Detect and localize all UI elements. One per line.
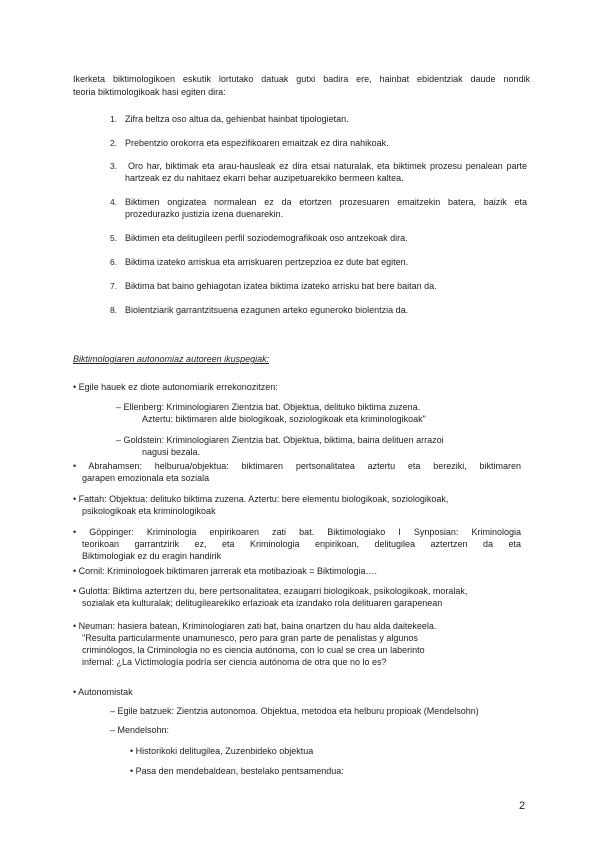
list-item: Biktima bat baino gehiagotan izatea biktima izateko arrisku bat bere baitan da. [125, 281, 437, 291]
sub-item-egile-batzuek: – Egile batzuek: Zientzia autonomoa. Objektua, metodoa eta helburu propioak (Mendelsohn) [110, 706, 479, 716]
list-item: Oro har, biktimak eta arau-hausleak ez dira etsai naturalak, eta biktimek prozesu penalean parte [128, 161, 527, 171]
bullet-continuation: Biktimologiak ez du eragin handirik [82, 551, 222, 561]
bullet-item-abrahamsen: • Abrahamsen: helburua/objektua: biktimaren pertsonalitatea aztertu eta bereziki, biktimaren [73, 461, 521, 471]
sub-item-goldstein: – Goldstein: Kriminologiaren Zientzia bat. Objektua, biktima, baina delituen arrazoi [116, 435, 444, 445]
sub-sub-item: • Pasa den mendebaldean, bestelako pentsamendua: [130, 766, 344, 776]
list-number: 2. [110, 138, 118, 148]
bullet-continuation: infernal: ¿La Victimología podría ser ciencia autónoma de otra que no lo es? [82, 657, 387, 667]
intro-line-2: teoria biktimologikoak hasi egiten dira: [73, 87, 226, 97]
list-number: 4. [110, 197, 118, 207]
sub-item-mendelsohn: – Mendelsohn: [110, 725, 170, 735]
list-item: Zifra beltza oso altua da, gehienbat hainbat tipologietan. [125, 114, 349, 124]
sub-item-continuation: Aztertu: biktimaren alde biologikoak, soziologikoak eta kriminologikoak" [142, 414, 426, 424]
bullet-continuation: sozialak eta kulturalak; delitugilearekiko erlazioak eta izandako rola delituaren garapenean [82, 598, 443, 608]
sub-sub-item: • Historikoki delitugilea, Zuzenbideko objektua [130, 746, 314, 756]
list-number: 6. [110, 257, 118, 267]
list-number: 7. [110, 281, 118, 291]
bullet-item-fattah: • Fattah: Objektua: delituko biktima zuzena. Aztertu: bere elementu biologikoak, soziologikoak, [73, 494, 449, 504]
list-number: 5. [110, 233, 118, 243]
bullet-continuation: teorikoan garrantzirik ez, eta Kriminologia enpirikoan, delitugilea aztertzen da eta [82, 539, 521, 549]
list-item: Prebentzio orokorra eta espezifikoaren emaitzak ez dira nahikoak. [125, 138, 389, 148]
list-item: Biktima izateko arriskua eta arriskuaren pertzepzioa ez dute bat egiten. [125, 257, 409, 267]
bullet-continuation: "Resulta particularmente unamunesco, pero para gran parte de penalistas y algunos [82, 633, 418, 643]
section-heading: Biktimologiaren autonomiaz autoreen ikuspegiak: [73, 354, 270, 364]
list-item: Biktimen eta delitugileen perfil soziodemografikoak oso antzekoak dira. [125, 233, 408, 243]
list-number: 3. [110, 161, 118, 171]
bullet-item-gulotta: • Gulotta: Biktima aztertzen du, bere pertsonalitatea, ezaugarri biologikoak, psikologikoak, moralak, [73, 586, 468, 596]
bullet-continuation: garapen emozionala eta soziala [82, 473, 210, 483]
bullet-continuation: criminólogos, la Criminología no es ciencia autónoma, con lo cual se crea un laberinto [82, 645, 425, 655]
bullet-item: • Egile hauek ez diote autonomiarik errekonozitzen: [73, 382, 278, 392]
sub-item-ellenberg: – Ellenberg: Kriminologiaren Zientzia bat. Objektua, delituko biktima zuzena. [116, 402, 421, 412]
bullet-item-cornil: • Cornil: Kriminologoek biktimaren jarrerak eta motibazioak = Biktimologia…. [73, 566, 378, 576]
bullet-continuation: psikologikoak eta kriminologikoak [82, 506, 216, 516]
list-item: Biktimen ongizatea normalean ez da etortzen prozesuaren emaitzekin batera, baizik eta [125, 197, 527, 207]
list-item-continuation: prozedurazko justizia izena duenarekin. [125, 209, 284, 219]
bullet-item-autonomistak: • Autonomistak [73, 687, 133, 697]
bullet-item-neuman: • Neuman: hasiera batean, Kriminologiaren zati bat, baina onartzen du hau alda daitekeela. [73, 621, 437, 631]
list-item: Biolentziarik garrantzitsuena ezagunen arteko eguneroko biolentzia da. [125, 305, 409, 315]
page-number: 2 [519, 800, 526, 812]
list-number: 8. [110, 305, 118, 315]
list-item-continuation: hartzeak ez du nahitaez ekarri behar auzipetuarekiko bermeen kaltea. [125, 173, 404, 183]
sub-item-continuation: nagusi bezala. [142, 447, 201, 457]
bullet-item-goppinger: • Göppinger: Kriminologia enpirikoaren zati bat. Biktimologiako I Synposian: Kriminologia [73, 527, 521, 537]
list-number: 1. [110, 114, 118, 124]
intro-line-1: Ikerketa biktimologikoen eskutik lortutako datuak gutxi badira ere, hainbat ebidentziak daude nondik [73, 74, 530, 84]
